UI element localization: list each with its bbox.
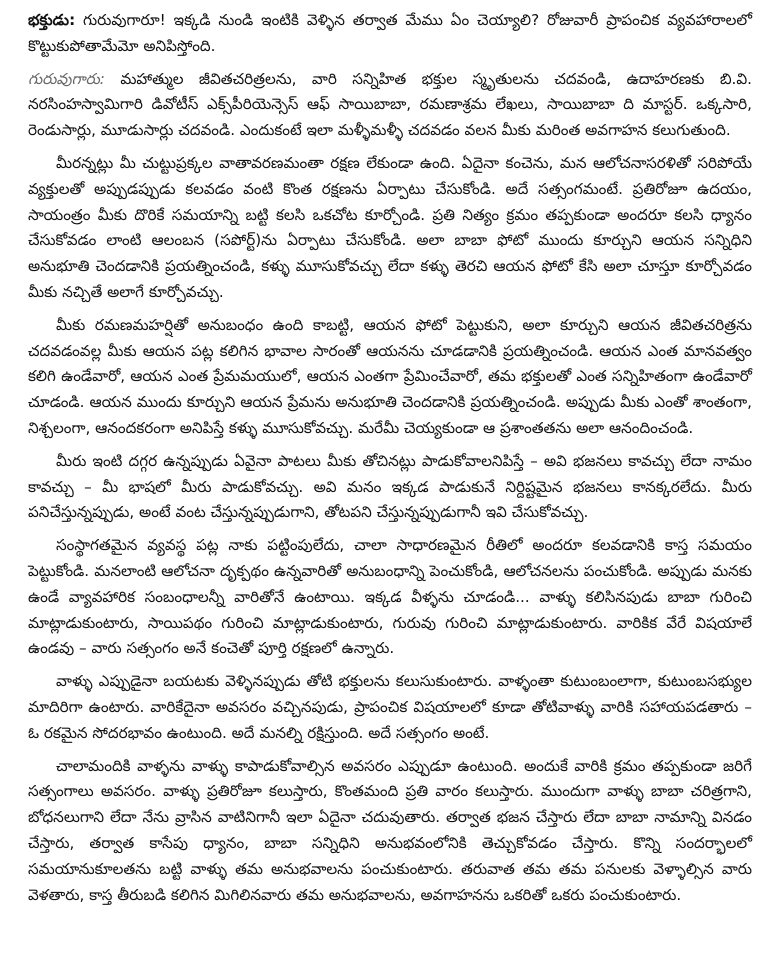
devotee-question — [28, 8, 752, 60]
paragraph-ramana: మీకు రమణమహర్షితో అనుబంధం ఉంది కాబట్టి, ఆయన ఫోటో పెట్టుకుని, అలా కూర్చుని ఆయన జీవితచరిత్రను చదవడంవల్ల మీకు ఆయన పట్ల కలిగిన భావాల సారంతో ఆయనను చూడడానికి ప్రయత్నించండి. ఆయన ఎంత మానవత్వం కలిగి ఉండేవారో, ఆయన ఎంత ప్రేమమయులో, ఆయన ఎంతగా ప్రేమించేవారో, తమ భక్తులతో ఎంత సన్నిహితంగా ఉండేవారో చూడండి. ఆయన ముందు కూర్చుని ఆయన ప్రేమను అనుభూతి చెందడానికి ప్రయత్నించండి. అప్పుడు మీకు ఎంతో శాంతంగా, నిశ్చలంగా, ఆనందకరంగా అనిపిస్తే కళ్ళు మూసుకోవచ్చు. మరేమీ చెయ్యకుండా ఆ ప్రశాంతతను అలా ఆనందించండి. — [28, 315, 752, 437]
guru-label: గురువుగారు: — [28, 69, 105, 88]
paragraph-regular-satsangs: చాలామందికి వాళ్ళను వాళ్ళు కాపాడుకోవాల్సిన అవసరం ఎప్పుడూ ఉంటుంది. అందుకే వారికి క్రమం తప్పకుండా జరిగే సత్సంగాలు అవసరం. వాళ్ళు ప్రతిరోజూ కలుస్తారు, కొంతమంది ప్రతి వారం కలుస్తారు. ముందుగా వాళ్ళు బాబా చరిత్రగాని, బోధనలుగాని లేదా నేను వ్రాసిన వాటినిగానీ ఇలా ఏదైనా చదువుతారు. తర్వాత భజన చేస్తారు లేదా బాబా నామాన్ని వినడం చేస్తారు, తర్వాత కాసేపు ధ్యానం, బాబా సన్నిధిని అనుభవంలోనికి తెచ్చుకోవడం చేస్తారు. కొన్ని సందర్భాలలో సమయానుకూలతను బట్టి వాళ్ళు తమ అనుభవాలను పంచుకుంటారు. తరువాత తమ తమ పనులకు వెళ్ళాల్సిన వారు వెళతారు, కాస్త తీరుబడి కలిగిన మిగిలినవారు తమ అనుభవాలను, అవగాహనను ఒకరితో ఒకరు పంచుకుంటారు. — [28, 756, 752, 904]
paragraph-bhajans: మీరు ఇంటి దగ్గర ఉన్నప్పుడు ఏవైనా పాటలు మీకు తోచినట్లు పాడుకోవాలనిపిస్తే – అవి భజనలు కావచ్చు లేదా నామం కావచ్చు – మీ భాషలో మీరు పాడుకోవచ్చు. అవి మనం ఇక్కడ పాడుకునే నిర్దిష్టమైన భజనలు కానక్కరలేదు. మీరు పనిచేస్తున్నప్పుడు, అంటే వంట చేస్తున్నప్పుడుగాని, తోటపని చేస్తున్నప్పుడుగానీ ఇవి చేసుకోవచ్చు. — [28, 451, 752, 522]
paragraph-informal-gathering: సంస్థాగతమైన వ్యవస్థ పట్ల నాకు పట్టింపులేదు, చాలా సాధారణమైన రీతిలో అందరూ కలవడానికి కాస్త సమయం పెట్టుకోండి. మనలాంటి ఆలోచనా దృక్పథం ఉన్నవారితో అనుబంధాన్ని పెంచుకోండి, ఆలోచనలను పంచుకోండి. అప్పుడు మనకు ఉండే వ్యావహారిక సంబంధాలన్నీ వారితోనే ఉంటాయి. ఇక్కడ వీళ్ళను చూడండి... వాళ్ళు కలిసినపుడు బాబా గురించి మాట్లాడుకుంటారు, సాయిపథం గురించి మాట్లాడుకుంటారు, గురువు గురించి మాట్లాడుకుంటారు. వారికిక వేరే విషయాలే ఉండవు – వారు సత్సంగం అనే కంచెతో పూర్తి రక్షణలో ఉన్నారు. — [28, 536, 752, 658]
devotee-text: గురువుగారూ! ఇక్కడి నుండి ఇంటికి వెళ్ళిన తర్వాత మేము ఏం చెయ్యాలి? రోజువారీ ప్రాపంచిక వ్యవహారాలలో కొట్టుకుపోతామేమో అనిపిస్తోంది. — [28, 11, 752, 55]
paragraph-fellowship: వాళ్ళు ఎప్పుడైనా బయటకు వెళ్ళినప్పుడు తోటి భక్తులను కలుసుకుంటారు. వాళ్ళంతా కుటుంబంలాగా, కుటుంబసభ్యుల మాదిరిగా ఉంటారు. వారికేదైనా అవసరం వచ్చినపుడు, ప్రాపంచిక విషయాలలో కూడా తోటివాళ్ళు వారికి సహాయపడతారు – ఓ రకమైన సోదరభావం ఉంటుంది. అదే మనల్ని రక్షిస్తుంది. అదే సత్సంగం అంటే. — [28, 672, 752, 742]
guru-answer — [28, 67, 752, 144]
devotee-label: భక్తుడు: — [28, 11, 76, 29]
guru-text: మహాత్ముల జీవితచరిత్రలను, వారి సన్నిహిత భక్తుల స్మృతులను చదవండి, ఉదాహరణకు బి.వి. నరసింహస్వామిగారి డివోటీస్ ఎక్స్‌పీరియెన్సెస్ ఆఫ్ సాయిబాబా, రమణాశ్రమ లేఖలు, సాయిబాబా ది మాస్టర్. ఒక్కసారి, రెండుసార్లు, మూడుసార్లు చదవండి. ఎందుకంటే ఇలా మళ్ళీమళ్ళీ చదవడం వలన మీకు మరింత అవగాహన కలుగుతుంది. — [28, 69, 753, 140]
paragraph-satsang-fence: మీరన్నట్లు మీ చుట్టుప్రక్కల వాతావరణమంతా రక్షణ లేకుండా ఉంది. ఏదైనా కంచెను, మన ఆలోచనాసరళితో సరిపోయే వ్యక్తులతో అప్పుడప్పుడు కలవడం వంటి కొంత రక్షణను ఏర్పాటు చేసుకోండి. అదే సత్సంగమంటే. ప్రతిరోజూ ఉదయం, సాయంత్రం మీకు దొరికే సమయాన్ని బట్టి కలసి ఒకచోట కూర్చోండి. ప్రతి నిత్యం క్రమం తప్పకుండా అందరూ కలసి ధ్యానం చేసుకోవడం లాంటి ఆలంబన (సపోర్ట్)ను ఏర్పాటు చేసుకోండి. అలా బాబా ఫోటో ముందు కూర్చుని ఆయన సన్నిధిని అనుభూతి చెందడానికి ప్రయత్నించండి, కళ్ళు మూసుకోవచ్చు లేదా కళ్ళు తెరచి ఆయన ఫోటో కేసి అలా చూస్తూ కూర్చోవడం మీకు నచ్చితే అలాగే కూర్చోవచ్చు. — [28, 153, 752, 301]
